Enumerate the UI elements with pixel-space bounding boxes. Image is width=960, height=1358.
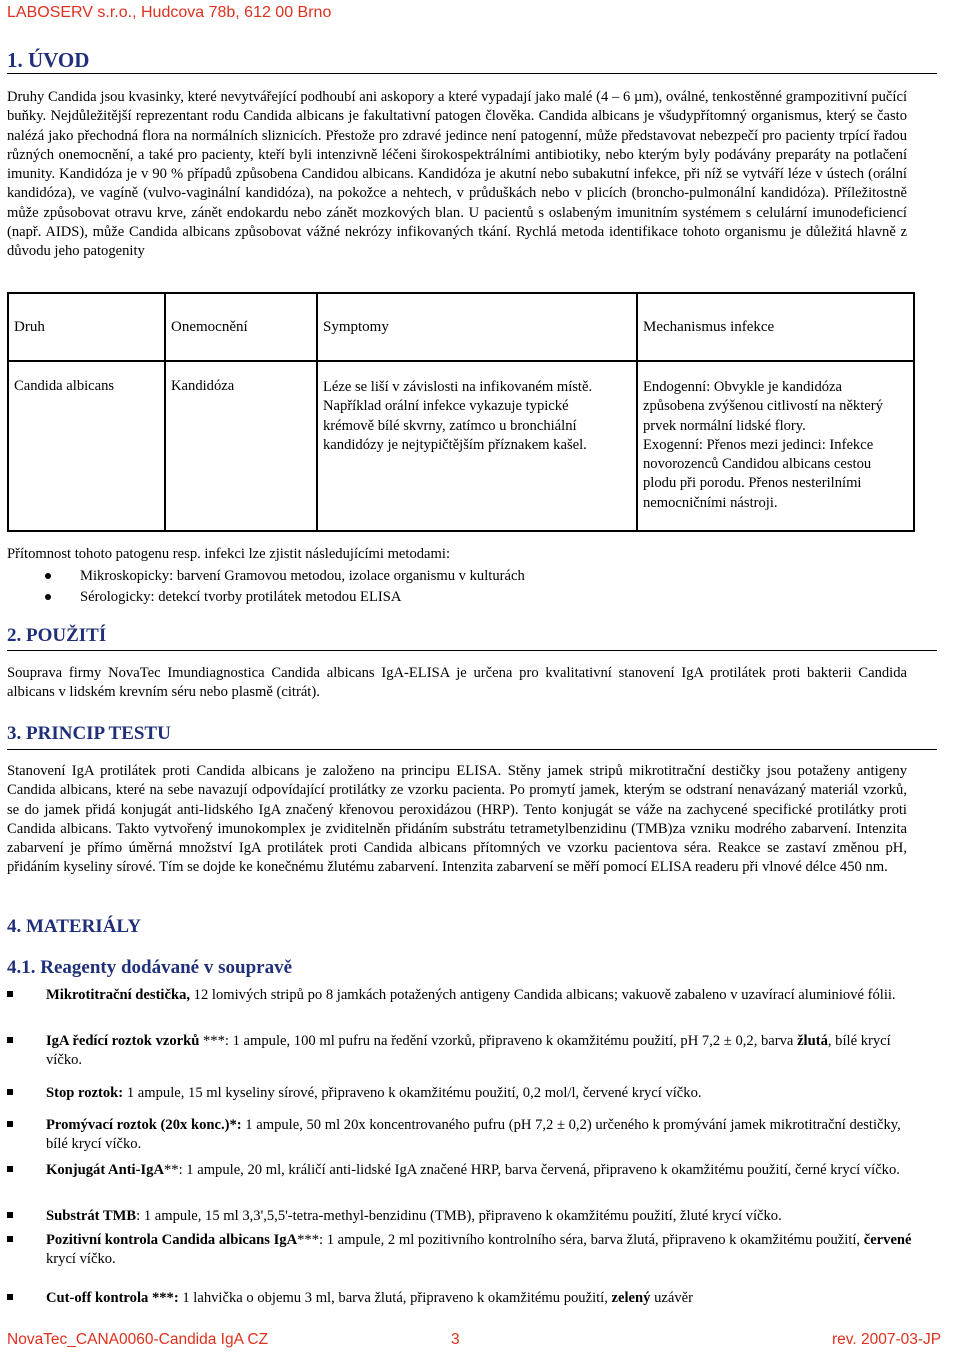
table-header-druh: Druh <box>8 293 165 361</box>
list-item: IgA ředící roztok vzorků ***: 1 ampule, 100 ml pufru na ředění vzorků, připraveno k okamžitému použití, pH 7,2 ± 0,2, barva žlutá, bílé krycí víčko. <box>7 1032 917 1071</box>
footer-revision: rev. 2007-03-JP <box>832 1331 942 1348</box>
company-header: LABOSERV s.r.o., Hudcova 78b, 612 00 Brno <box>7 4 332 21</box>
bullet-icon <box>45 573 51 579</box>
square-bullet-icon <box>7 1089 13 1095</box>
section-divider <box>7 650 937 651</box>
section-divider <box>7 73 937 74</box>
section-divider <box>7 749 937 750</box>
detection-intro: Přítomnost tohoto patogenu resp. infekci lze zjistit následujícími metodami: <box>7 546 451 562</box>
list-item: Stop roztok: 1 ampule, 15 ml kyseliny sírové, připraveno k okamžitému použití, 0,2 mol/l, červené krycí víčko. <box>7 1084 917 1103</box>
section-title-uvod: 1. ÚVOD <box>7 48 90 72</box>
footer-page-number: 3 <box>451 1331 460 1348</box>
square-bullet-icon <box>7 1166 13 1172</box>
bullet-icon <box>45 594 51 600</box>
mechanism-endogenous: Endogenní: Obvykle je kandidóza způsobena zvýšenou citlivostí na některý prvek normální lidské flory. <box>643 379 883 434</box>
list-item: Promývací roztok (20x konc.)*: 1 ampule, 50 ml 20x koncentrovaného pufru (pH 7,2 ± 0,2) určeného k promývání jamek mikrotitrační destičky, bílé krycí víčko. <box>7 1116 917 1155</box>
subsection-title-reagenty: 4.1. Reagenty dodávané v soupravě <box>7 957 293 978</box>
table-cell-symptomy: Léze se liší v závislosti na infikovaném místě. Například orální infekce vykazuje typické krémově bílé skvrny, zatímco u bronchiální kandidózy je nejtypičtějším příznakem kašel. <box>317 361 637 531</box>
square-bullet-icon <box>7 991 13 997</box>
list-item: Pozitivní kontrola Candida albicans IgA***: 1 ampule, 2 ml pozitivního kontrolního séra, barva žlutá, připraveno k okamžitému použití, červené krycí víčko. <box>7 1231 917 1270</box>
square-bullet-icon <box>7 1236 13 1242</box>
section-title-princip: 3. PRINCIP TESTU <box>7 723 171 744</box>
mechanism-exogenous: Exogenní: Přenos mezi jedinci: Infekce novorozenců Candidou albicans cestou plodu při porodu. Přenos nesterilními nemocničními nástroji. <box>643 436 874 511</box>
list-item: Mikroskopicky: barvení Gramovou metodou, izolace organismu v kulturách <box>45 566 525 587</box>
table-header-mechanismus: Mechanismus infekce <box>637 293 914 361</box>
detection-list <box>45 566 525 608</box>
square-bullet-icon <box>7 1212 13 1218</box>
list-item: Sérologicky: detekcí tvorby protilátek metodou ELISA <box>45 587 525 608</box>
table-cell-druh: Candida albicans <box>8 361 165 531</box>
intro-paragraph: Druhy Candida jsou kvasinky, které nevytvářející podhoubí ani askopory a které vypadají jako malé (4 – 6 µm), oválné, tenkostěnné grampozitivní pučící buňky. Nejdůležitější reprezentant rodu Candida albicans je fakultativní patogen člověka. Candida albicans je všudypřítomný organismus, který se často nalézá jako přechodná flora na normálních sliznicích. Přestože pro zdravé jedince není patogenní, může představovat nebezpečí pro pacienty trpící řadou různých onemocnění, a také pro pacienty, kteří byli intenzivně léčeni širokospektrálními antibiotiky, nebo kterým byly podávány preparáty na potlačení imunity. Kandidóza je v 90 % případů způsobena Candidou albicans. Kandidóza je akutní nebo subakutní infekce, při níž se vytváří léze v ústech (orální kandidóza), ve vagíně (vulvo-vaginální kandidóza), na pokožce a nehtech, v průduškách nebo v plicích (broncho-pulmonální kandidóza). Příležitostně může způsobovat otravu krve, zánět endokardu nebo zánět mozkových blan. U pacientů s oslabeným imunitním systémem s celulární imunodeficiencí (např. AIDS), může Candida albicans způsobovat vážné nekrózy infikovaných tkání. Rychlá metoda identifikace tohoto organismu je důležitá hlavně z důvodu jeho patogenity <box>7 89 907 260</box>
table-cell-mechanismus <box>637 361 914 531</box>
square-bullet-icon <box>7 1294 13 1300</box>
table-header-onemocneni: Onemocnění <box>165 293 317 361</box>
square-bullet-icon <box>7 1037 13 1043</box>
principle-paragraph: Stanovení IgA protilátek proti Candida albicans je založeno na principu ELISA. Stěny jamek stripů mikrotitrační destičky jsou potaženy antigeny Candida albicans, které na sebe navazují odpovídající protilátky ze vzorku pacienta. Po promytí jamek, kterým se odstraní nenavázaný materiál vzorků, se do jamek přidá konjugát anti-lidského IgA značený křenovou peroxidázou (HRP). Tento konjugát se váže na zachycené specifické protilátky proti Candida albicans. Takto vytvořený imunokomplex je zviditelněn přidáním substrátu tetrametylbenzidinu (TMB)za vzniku modrého zabarvení. Intenzita zabarvení je přímo úměrná množství IgA protilátek proti Candida albicans přítomných ve vzorku pacientova séra. Reakce se zastaví změnou pH, přidáním kyseliny sírové. Tím se dojde ke konečnému žlutému zabarvení. Intenzita zabarvení se měří pomocí ELISA readeru při vlnové délce 450 nm. <box>7 763 907 876</box>
section-title-materialy: 4. MATERIÁLY <box>7 916 142 937</box>
usage-paragraph: Souprava firmy NovaTec Imundiagnostica Candida albicans IgA-ELISA je určena pro kvalitativní stanovení IgA protilátek proti bakterii Candida albicans v lidském krevním séru nebo plasmě (citrát). <box>7 665 907 701</box>
pathogen-table <box>7 292 915 532</box>
list-item: Mikrotitrační destička, 12 lomivých stripů po 8 jamkách potažených antigeny Candida albicans; vakuově zabaleno v uzavírací aluminiové fólii. <box>7 986 917 1005</box>
list-item: Substrát TMB: 1 ampule, 15 ml 3,3',5,5'-tetra-methyl-benzidinu (TMB), připraveno k okamžitému použití, žluté krycí víčko. <box>7 1207 917 1226</box>
list-item: Cut-off kontrola ***: 1 lahvička o objemu 3 ml, barva žlutá, připraveno k okamžitému použití, zelený uzávěr <box>7 1289 917 1308</box>
table-cell-onemocneni: Kandidóza <box>165 361 317 531</box>
section-title-pouziti: 2. POUŽITÍ <box>7 625 107 646</box>
square-bullet-icon <box>7 1121 13 1127</box>
footer-document-id: NovaTec_CANA0060-Candida IgA CZ <box>7 1331 269 1348</box>
table-header-symptomy: Symptomy <box>317 293 637 361</box>
list-item: Konjugát Anti-IgA**: 1 ampule, 20 ml, králičí anti-lidské IgA značené HRP, barva červená, připraveno k okamžitému použití, černé krycí víčko. <box>7 1161 917 1180</box>
